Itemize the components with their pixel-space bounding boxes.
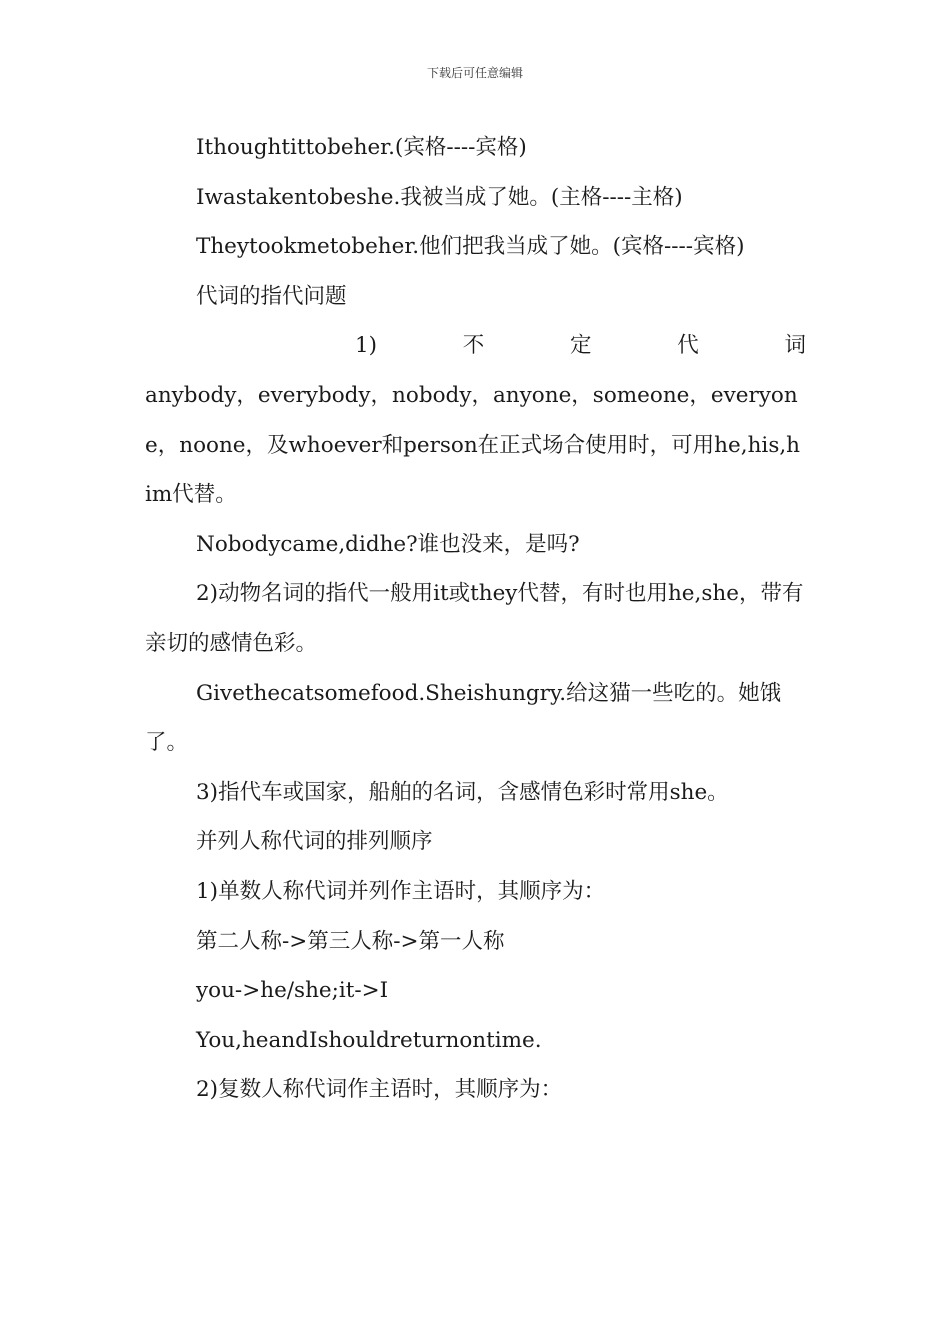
heading-char: 代 (677, 333, 699, 359)
paragraph: Theytookmetobeher.他们把我当成了她。(宾格----宾格) (196, 234, 745, 260)
page-header: 下载后可任意编辑 (426, 66, 523, 80)
section-heading: 代词的指代问题 (196, 283, 347, 309)
paragraph: 第二人称->第三人称->第一人称 (196, 928, 505, 954)
heading-char: 词 (784, 333, 806, 359)
heading-char: 不 (462, 333, 485, 359)
heading-char: 定 (570, 333, 592, 359)
paragraph: 3)指代车或国家，船舶的名词，含感情色彩时常用she。 (196, 779, 729, 805)
paragraph: Iwastakentobeshe.我被当成了她。(主格----主格) (196, 184, 683, 210)
paragraph: 1)单数人称代词并列作主语时，其顺序为： (196, 878, 606, 904)
heading-char: 1) (355, 333, 378, 359)
paragraph: Givethecatsomefood.Sheishungry.给这猫一些吃的。她饿了。 (145, 680, 782, 756)
paragraph: Ithoughtittobeher.(宾格----宾格) (196, 135, 527, 160)
paragraph: You,heandIshouldreturnontime. (196, 1027, 542, 1053)
document-body (145, 123, 806, 1115)
paragraph: Nobodycame,didhe?谁也没来，是吗? (196, 531, 580, 557)
indefinite-pronoun-heading (145, 321, 806, 371)
paragraph: anybody，everybody，nobody，anyone，someone，everyone，noone，及whoever和person在正式场合使用时，可用he,his,him代替。 (145, 382, 801, 508)
paragraph: 2)动物名词的指代一般用it或they代替，有时也用he,she，带有亲切的感情色彩。 (145, 581, 804, 656)
paragraph: 2)复数人称代词作主语时，其顺序为： (196, 1077, 563, 1103)
section-heading: 并列人称代词的排列顺序 (196, 829, 433, 855)
paragraph: you->he/she;it->I (196, 978, 389, 1004)
